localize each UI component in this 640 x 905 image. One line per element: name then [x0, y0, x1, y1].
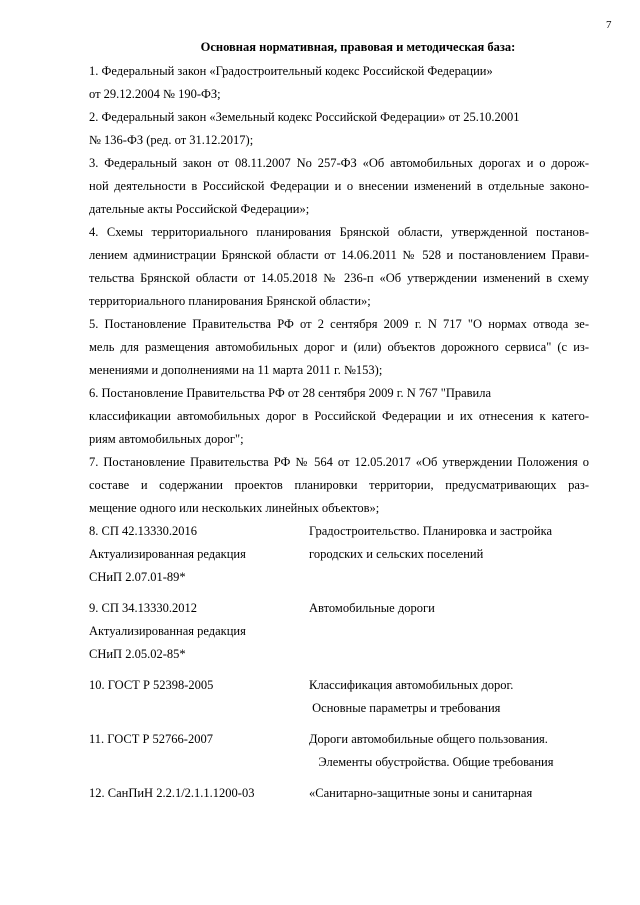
list-item-line: 1. Федеральный закон «Градостроительный кодекс Российской Федерации»	[89, 64, 493, 78]
list-item-line: 4. Схемы территориального планирования Брянской области, утвержденной постанов-	[89, 225, 589, 239]
standard-code	[89, 524, 309, 593]
standard-code-line: СНиП 2.05.02-85*	[89, 647, 186, 661]
standard-title	[309, 786, 589, 809]
list-item-line: составе и содержании проектов планировки территории, предусматривающих раз-	[89, 478, 589, 492]
standard-code-line: 11. ГОСТ Р 52766-2007	[89, 732, 213, 746]
standard-code-line: 12. СанПиН 2.2.1/2.1.1.1200-03	[89, 786, 255, 800]
standard-title-line: Классификация автомобильных дорог.	[309, 678, 514, 692]
standard-title-line: Дороги автомобильные общего пользования.	[309, 732, 548, 746]
list-item-line: дательные акты Российской Федерации»;	[89, 202, 310, 216]
standard-title-line: «Санитарно-защитные зоны и санитарная	[309, 786, 533, 800]
normative-list	[89, 64, 589, 516]
list-item	[89, 156, 589, 217]
list-item-line: классификации автомобильных дорог в Российской Федерации и их отнесения к катего-	[89, 409, 589, 423]
standard-title	[309, 678, 589, 724]
list-item	[89, 64, 589, 102]
standard-code	[89, 678, 309, 724]
standard-code	[89, 601, 309, 670]
standard-title-line: Основные параметры и требования	[309, 701, 501, 715]
list-item-line: от 29.12.2004 № 190-ФЗ;	[89, 87, 221, 101]
standard-title-line: Градостроительство. Планировка и застройка	[309, 524, 553, 538]
standard-code-line: Актуализированная редакция	[89, 624, 246, 638]
list-item-line: лением администрации Брянской области от 14.06.2011 № 528 и постановлением Прави-	[89, 248, 589, 262]
list-item-line: ной деятельности в Российской Федерации и о внесении изменений в отдельные законо-	[89, 179, 589, 193]
standard-title	[309, 601, 589, 670]
standard-code	[89, 732, 309, 778]
list-item-line: № 136-ФЗ (ред. от 31.12.2017);	[89, 133, 254, 147]
section-title: Основная нормативная, правовая и методическая база:	[200, 40, 516, 54]
list-item-line: 2. Федеральный закон «Земельный кодекс Российской Федерации» от 25.10.2001	[89, 110, 520, 124]
list-item-line: территориального планирования Брянской области»;	[89, 294, 371, 308]
standard-row	[89, 732, 589, 778]
standards-list	[89, 524, 589, 809]
standard-code-line: 9. СП 34.13330.2012	[89, 601, 197, 615]
list-item-line: 6. Постановление Правительства РФ от 28 сентября 2009 г. N 767 "Правила	[89, 386, 492, 400]
standard-title-line: городских и сельских поселений	[309, 547, 484, 561]
list-item-line: риям автомобильных дорог";	[89, 432, 244, 446]
standard-code-line: Актуализированная редакция	[89, 547, 246, 561]
standard-title	[309, 524, 589, 593]
list-item-line: 5. Постановление Правительства РФ от 2 сентября 2009 г. N 717 "О нормах отвода зе-	[89, 317, 589, 331]
standard-code-line: СНиП 2.07.01-89*	[89, 570, 186, 584]
standard-row	[89, 524, 589, 593]
page-number: 7	[606, 19, 612, 31]
list-item	[89, 317, 589, 378]
standard-code-line: 8. СП 42.13330.2016	[89, 524, 197, 538]
list-item	[89, 110, 589, 148]
list-item	[89, 455, 589, 516]
list-item-line: мель для размещения автомобильных дорог и (или) объектов дорожного сервиса" (с из-	[89, 340, 589, 354]
standard-code-line: 10. ГОСТ Р 52398-2005	[89, 678, 214, 692]
list-item-line: мещение одного или нескольких линейных объектов»;	[89, 501, 380, 515]
list-item-line: 3. Федеральный закон от 08.11.2007 No 257-ФЗ «Об автомобильных дорогах и о дорож-	[89, 156, 589, 170]
list-item-line: тельства Брянской области от 14.05.2018 № 236-п «Об утверждении изменений в схему	[89, 271, 589, 285]
standard-row	[89, 786, 589, 809]
standard-row	[89, 601, 589, 670]
standard-title	[309, 732, 589, 778]
list-item-line: менениями и дополнениями на 11 марта 2011 г. №153);	[89, 363, 383, 377]
document-body	[89, 40, 589, 817]
standard-row	[89, 678, 589, 724]
standard-title-line: Элементы обустройства. Общие требования	[309, 755, 554, 769]
list-item	[89, 386, 589, 447]
standard-title-line: Автомобильные дороги	[309, 601, 435, 615]
standard-code	[89, 786, 309, 809]
list-item	[89, 225, 589, 309]
list-item-line: 7. Постановление Правительства РФ № 564 от 12.05.2017 «Об утверждении Положения о	[89, 455, 589, 469]
